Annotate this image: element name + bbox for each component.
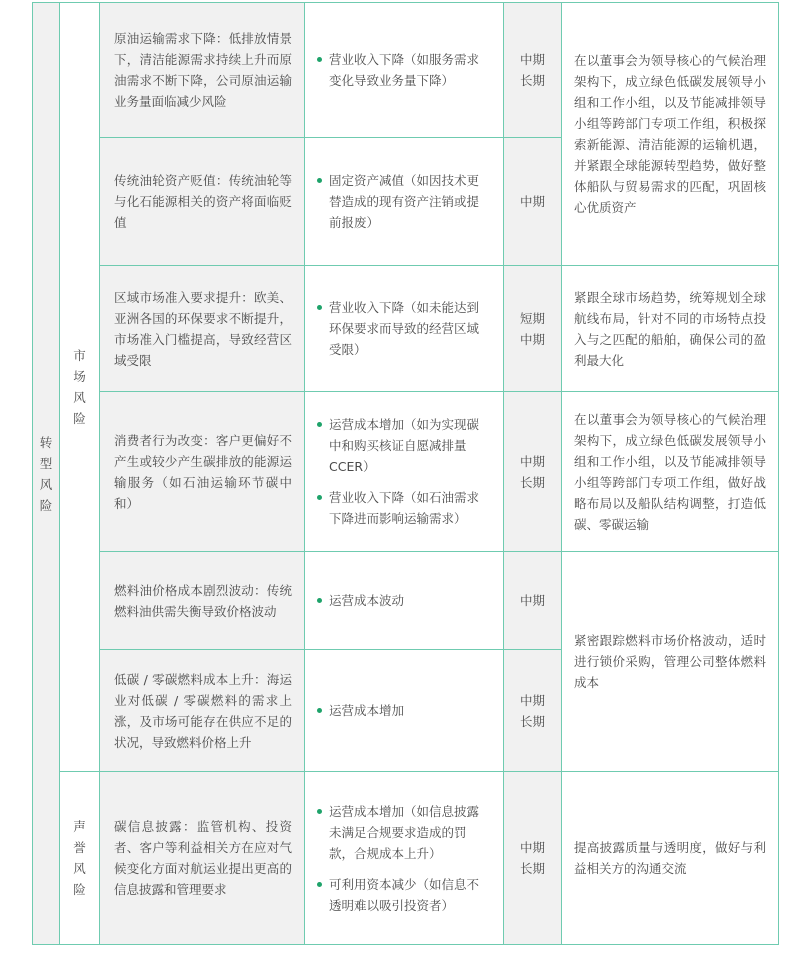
term-label: 长期 (519, 713, 545, 729)
term-cell (504, 772, 562, 945)
risk-description-cell (100, 650, 305, 772)
response-cell (562, 392, 779, 552)
term-label: 长期 (519, 861, 545, 876)
impact-item: 运营成本增加 (317, 700, 491, 721)
table-row (33, 552, 779, 650)
term-cell (504, 552, 562, 650)
impact-item: 营业收入下降（如未能达到环保要求而导致的经营区域受限） (317, 297, 491, 360)
term-label: 中期 (519, 453, 545, 469)
table-row (33, 772, 779, 945)
term-label: 中期 (519, 194, 545, 209)
response-cell (562, 552, 779, 772)
response-text: 提高披露质量与透明度，做好与利益相关方的沟通交流 (574, 840, 766, 876)
impact-cell (305, 552, 504, 650)
risk-description-cell (100, 772, 305, 945)
response-text: 紧跟全球市场趋势，统筹规划全球航线布局，针对不同的市场特点投入与之匹配的船舶，确保公司的盈利最大化 (574, 289, 766, 368)
table-row (33, 3, 779, 138)
table-row (33, 392, 779, 552)
impact-list (305, 49, 503, 91)
impact-cell (305, 266, 504, 392)
term-cell (504, 3, 562, 138)
term-label: 中期 (519, 593, 545, 608)
impact-list (305, 801, 503, 916)
impact-item: 可利用资本减少（如信息不透明难以吸引投资者） (317, 874, 491, 916)
impact-item: 固定资产减值（如因技术更替造成的现有资产注销或提前报废） (317, 170, 491, 233)
table-row (33, 266, 779, 392)
risk-description-cell (100, 3, 305, 138)
impact-item: 运营成本增加（如信息披露未满足合规要求造成的罚款，合规成本上升） (317, 801, 491, 864)
term-cell (504, 138, 562, 266)
term-label: 短期 (519, 310, 545, 326)
impact-cell (305, 3, 504, 138)
term-label: 中期 (519, 52, 545, 67)
risk-description: 燃料油价格成本剧烈波动：传统燃料油供需失衡导致价格波动 (114, 582, 292, 619)
response-cell (562, 266, 779, 392)
impact-item: 营业收入下降（如服务需求变化导致业务量下降） (317, 49, 491, 91)
risk-subcategory-label: 市场风险 (73, 348, 86, 426)
impact-list (305, 414, 503, 529)
response-cell (562, 3, 779, 266)
risk-description-cell (100, 552, 305, 650)
term-label: 中期 (519, 840, 545, 855)
risk-description: 区域市场准入要求提升：欧美、亚洲各国的环保要求不断提升，市场准入门槛提高，导致经营区域受限 (114, 289, 292, 368)
term-label: 中期 (519, 692, 545, 708)
term-cell (504, 392, 562, 552)
impact-cell (305, 772, 504, 945)
risk-description: 原油运输需求下降：低排放情景下，清洁能源需求持续上升而原油需求不断下降，公司原油运输业务量面临减少风险 (114, 31, 292, 109)
response-text: 紧密跟踪燃料市场价格波动，适时进行锁价采购，管理公司整体燃料成本 (574, 633, 766, 690)
risk-description: 碳信息披露：监管机构、投资者、客户等利益相关方在应对气候变化方面对航运业提出更高的信息披露和管理要求 (114, 819, 292, 897)
impact-list (305, 297, 503, 360)
impact-cell (305, 138, 504, 266)
response-cell (562, 772, 779, 945)
risk-subcategory-cell (60, 3, 100, 772)
impact-item: 运营成本增加（如为实现碳中和购买核证自愿减排量CCER） (317, 414, 491, 477)
impact-list (305, 170, 503, 233)
risk-description-cell (100, 266, 305, 392)
risk-description: 低碳 / 零碳燃料成本上升：海运业对低碳 / 零碳燃料的需求上涨，及市场可能存在供应不足的状况，导致燃料价格上升 (114, 671, 292, 750)
risk-category-label: 转型风险 (39, 434, 53, 513)
term-label: 中期 (519, 331, 545, 347)
term-label: 长期 (519, 474, 545, 490)
risk-category-cell (33, 3, 60, 945)
risk-description: 传统油轮资产贬值：传统油轮等与化石能源相关的资产将面临贬值 (114, 173, 292, 230)
climate-risk-table (32, 2, 779, 945)
risk-description-cell (100, 138, 305, 266)
impact-cell (305, 392, 504, 552)
risk-description-cell (100, 392, 305, 552)
term-cell (504, 266, 562, 392)
response-text: 在以董事会为领导核心的气候治理架构下，成立绿色低碳发展领导小组和工作小组，以及节能减排领导小组等跨部门专项工作组，做好战略布局以及船队结构调整，打造低碳、零碳运输 (574, 411, 766, 532)
term-cell (504, 650, 562, 772)
risk-subcategory-cell (60, 772, 100, 945)
impact-cell (305, 650, 504, 772)
risk-description: 消费者行为改变：客户更偏好不产生或较少产生碳排放的能源运输服务（如石油运输环节碳中和） (114, 432, 292, 511)
impact-list (305, 700, 503, 721)
impact-item: 营业收入下降（如石油需求下降进而影响运输需求） (317, 487, 491, 529)
impact-item: 运营成本波动 (317, 590, 491, 611)
risk-subcategory-label: 声誉风险 (73, 819, 86, 897)
response-text: 在以董事会为领导核心的气候治理架构下，成立绿色低碳发展领导小组和工作小组，以及节能减排领导小组等跨部门专项工作组，积极探索新能源、清洁能源的运输机遇，并紧跟全球能源转型趋势，做好整体船队与贸易需求的匹配，巩固核心优质资产 (574, 53, 766, 215)
term-label: 长期 (519, 73, 545, 88)
impact-list (305, 590, 503, 611)
